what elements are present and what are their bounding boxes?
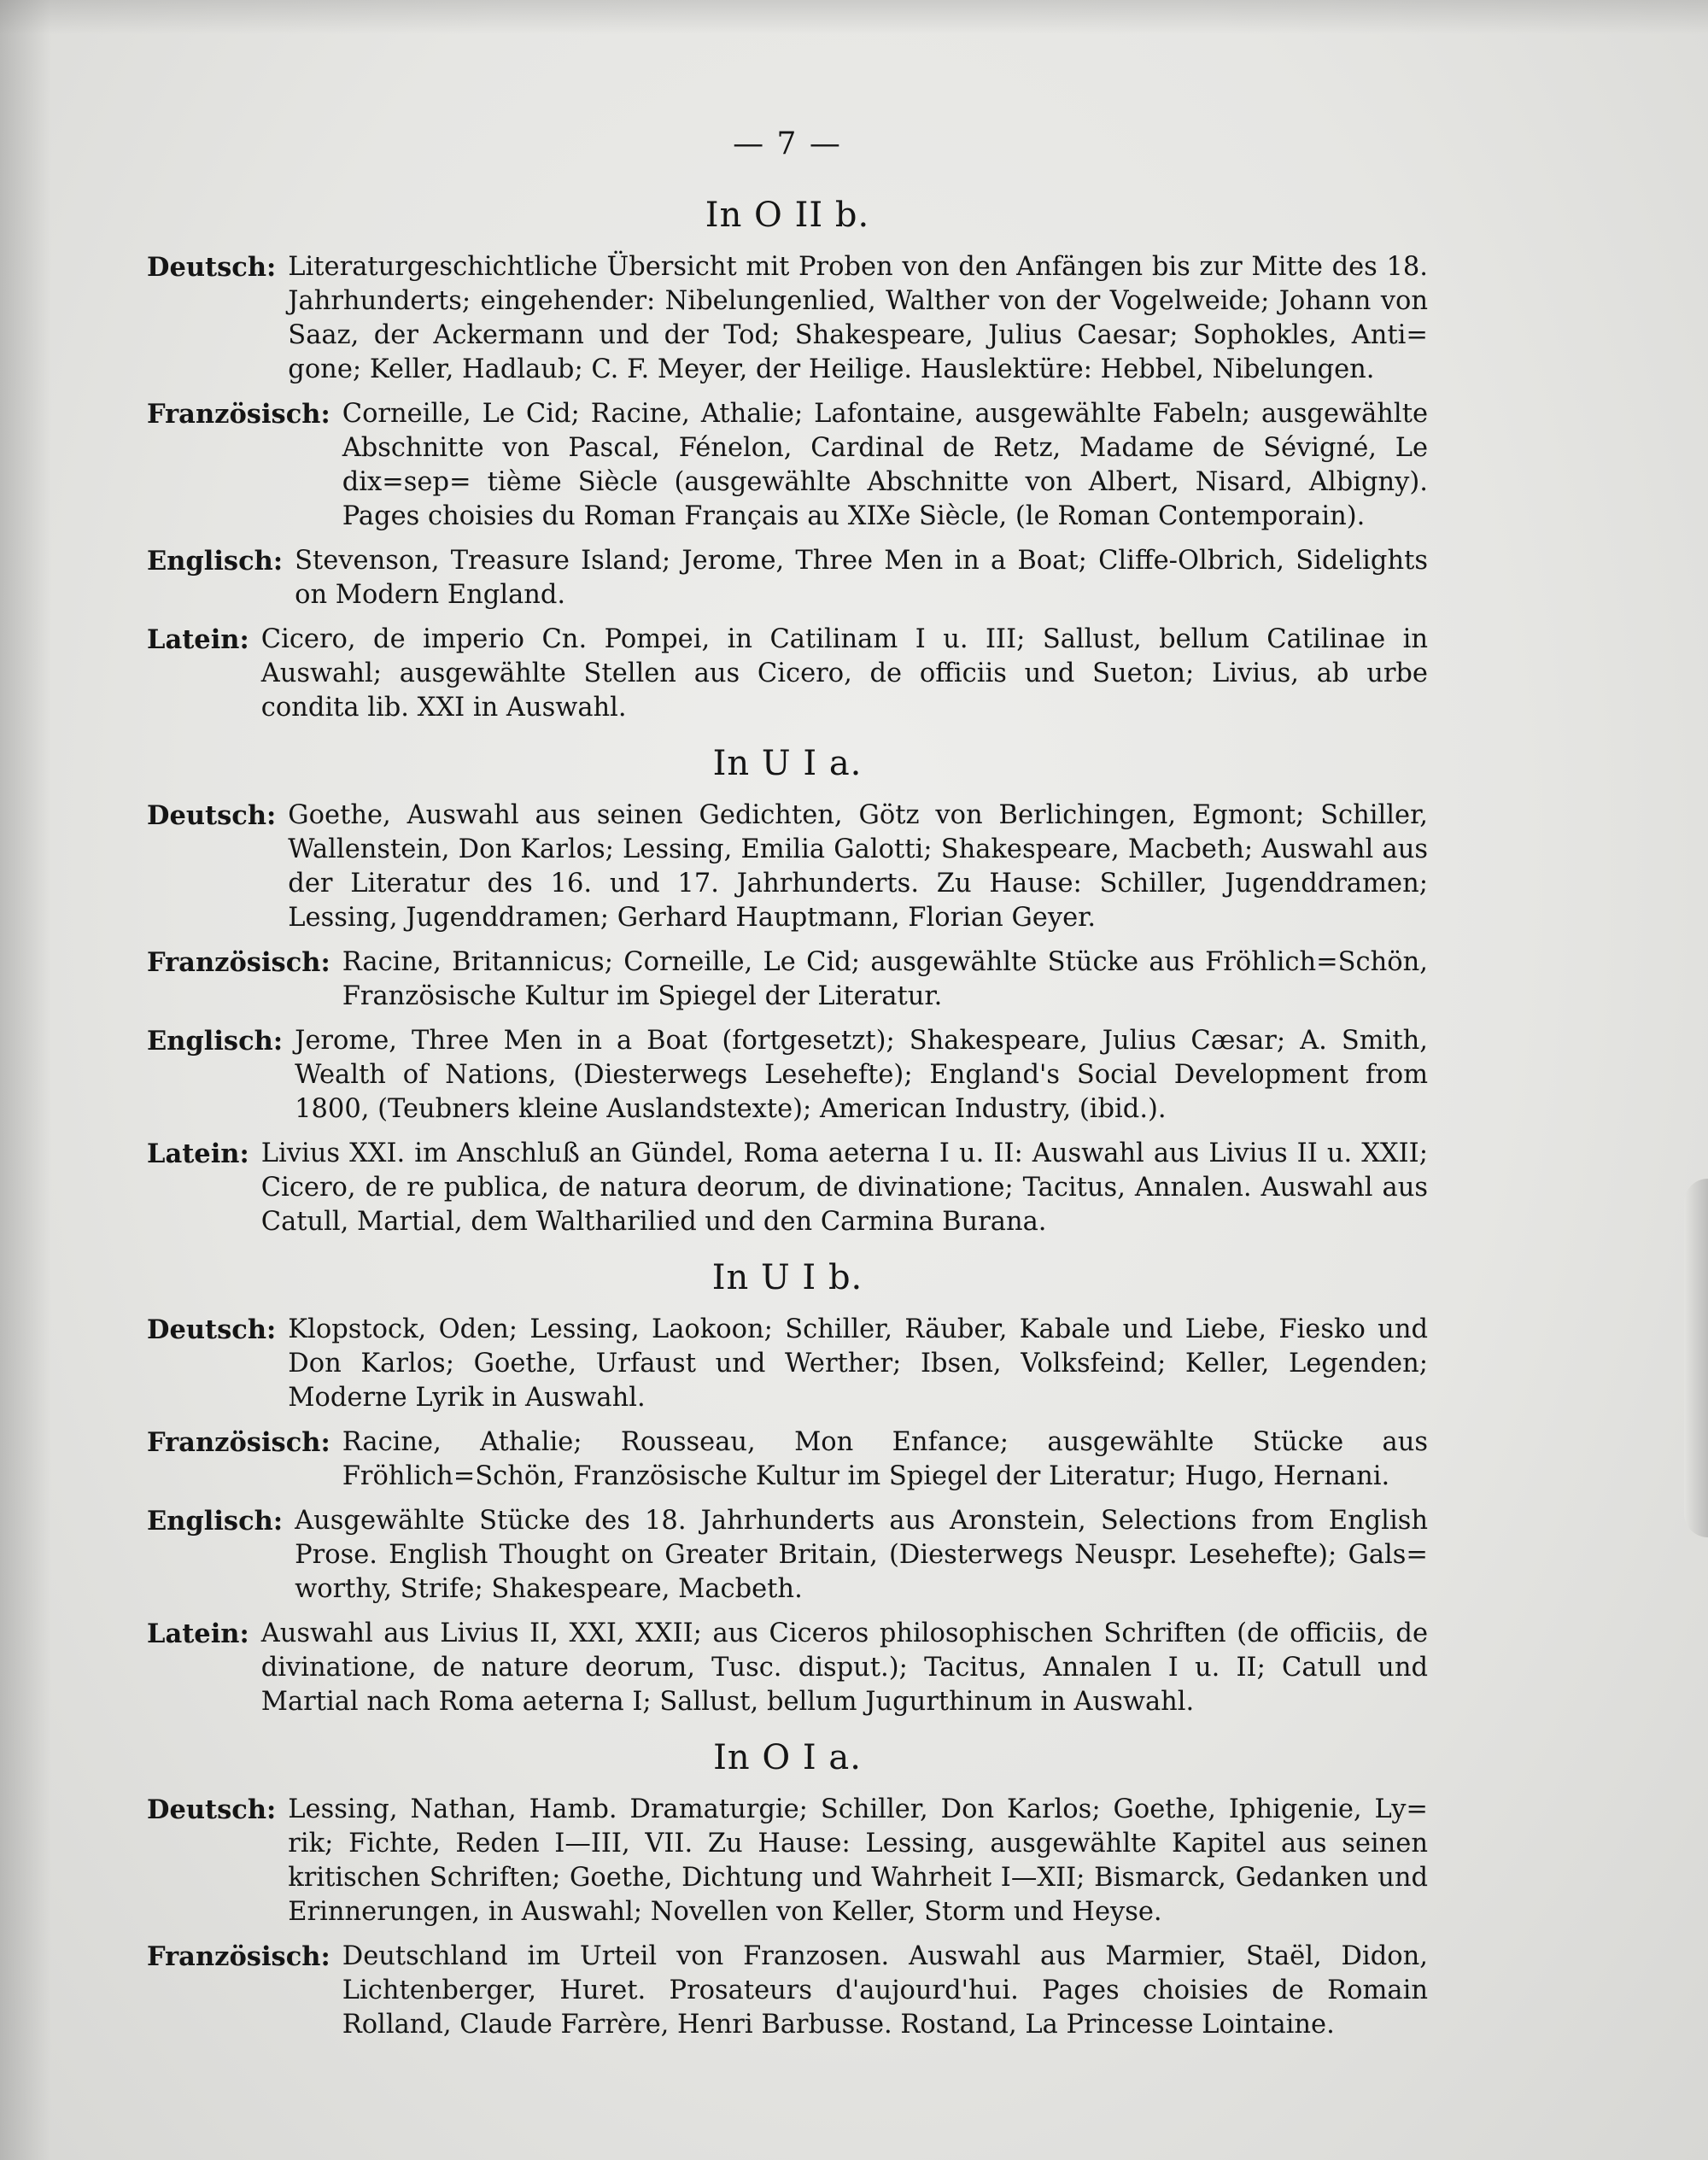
entry-deutsch — [147, 1793, 1428, 1929]
entry-franzoesisch — [147, 1940, 1428, 2042]
entry-deutsch — [147, 250, 1428, 387]
subject-label: Französisch: — [147, 1427, 330, 1458]
subject-text: Corneille, Le Cid; Racine, Athalie; Lafontaine, ausgewählte Fabeln; ausgewählte Abschnitte von Pascal, Fénelon, Cardinal de Retz, Madame de Sévigné, Le dix=sep= tième Siècle (ausgewählte Abschnitte von Albert, Nisard, Albigny). Pages choisies du Roman Français au XIXe Siècle, (le Roman Contemporain). — [342, 399, 1428, 531]
entry-franzoesisch — [147, 945, 1428, 1014]
section-o-i-a — [147, 1738, 1428, 2042]
subject-text: Livius XXI. im Anschluß an Gündel, Roma aeterna I u. II: Auswahl aus Livius II u. XXII; Cicero, de re publica, de natura deorum, de divinatione; Tacitus, Annalen. Auswahl aus Catull, Martial, dem Waltharilied und den Carmina Burana. — [260, 1139, 1428, 1237]
page-curl — [1684, 1179, 1708, 1537]
subject-label: Englisch: — [147, 546, 284, 577]
section-title: In O I a. — [713, 1738, 862, 1777]
entry-englisch — [147, 1504, 1428, 1607]
entry-franzoesisch — [147, 397, 1428, 534]
subject-label: Deutsch: — [147, 252, 277, 283]
subject-text: Goethe, Auswahl aus seinen Gedichten, Götz von Berlichingen, Egmont; Schiller, Wallenstein, Don Karlos; Lessing, Emilia Galotti; Shakespeare, Macbeth; Auswahl aus der Literatur des 16. und 17. Jahrhunderts. Zu Hause: Schiller, Jugenddramen; Lessing, Jugenddramen; Gerhard Hauptmann, Florian Geyer. — [288, 800, 1428, 933]
section-title: In O II b. — [705, 196, 870, 235]
entry-latein — [147, 623, 1428, 725]
subject-label: Englisch: — [147, 1506, 284, 1537]
subject-text: Literaturgeschichtliche Übersicht mit Proben von den Anfängen bis zur Mitte des 18. Jahrhunderts; eingehender: Nibelungenlied, Walther von der Vogelweide; Johann von Saaz, der Ackermann und der Tod; Shakespeare, Julius Caesar; Sophokles, Anti= gone; Keller, Hadlaub; C. F. Meyer, der Heilige. Hauslektüre: Hebbel, Nibelungen. — [288, 252, 1428, 384]
subject-label: Deutsch: — [147, 800, 277, 831]
entry-englisch — [147, 1024, 1428, 1127]
section-o-ii-b — [147, 196, 1428, 725]
page-number: — 7 — — [733, 126, 842, 161]
subject-text: Ausgewählte Stücke des 18. Jahrhunderts aus Aronstein, Selections from English Prose. English Thought on Greater Britain, (Diesterwegs Neuspr. Lesehefte); Gals= worthy, Strife; Shakespeare, Macbeth. — [295, 1506, 1428, 1604]
subject-label: Englisch: — [147, 1026, 284, 1057]
page-edge-shadow — [0, 0, 51, 2160]
subject-label: Französisch: — [147, 947, 330, 978]
subject-text: Klopstock, Oden; Lessing, Laokoon; Schiller, Räuber, Kabale und Liebe, Fiesko und Don Karlos; Goethe, Urfaust und Werther; Ibsen, Volksfeind; Keller, Legenden; Moderne Lyrik in Auswahl. — [288, 1314, 1428, 1413]
section-u-i-a — [147, 744, 1428, 1239]
subject-label: Deutsch: — [147, 1314, 277, 1345]
subject-text: Racine, Athalie; Rousseau, Mon Enfance; ausgewählte Stücke aus Fröhlich=Schön, Französische Kultur im Spiegel der Literatur; Hugo, Hernani. — [342, 1427, 1428, 1491]
subject-text: Deutschland im Urteil von Franzosen. Auswahl aus Marmier, Staël, Didon, Lichtenberger, Huret. Prosateurs d'aujourd'hui. Pages choisies de Romain Rolland, Claude Farrère, Henri Barbusse. Rostand, La Princesse Lointaine. — [342, 1941, 1428, 2040]
page-top-shadow — [0, 0, 1708, 34]
subject-text: Jerome, Three Men in a Boat (fortgesetzt); Shakespeare, Julius Cæsar; A. Smith, Wealth of Nations, (Diesterwegs Lesehefte); England's Social Development from 1800, (Teubners kleine Auslandstexte); American Industry, (ibid.). — [295, 1026, 1428, 1124]
entry-franzoesisch — [147, 1425, 1428, 1494]
subject-label: Deutsch: — [147, 1794, 277, 1825]
subject-text: Stevenson, Treasure Island; Jerome, Three Men in a Boat; Cliffe-Olbrich, Sidelights on Modern England. — [295, 546, 1428, 610]
section-title: In U I b. — [711, 1258, 863, 1297]
page-content — [147, 126, 1428, 2061]
entry-latein — [147, 1137, 1428, 1239]
subject-text: Racine, Britannicus; Corneille, Le Cid; ausgewählte Stücke aus Fröhlich=Schön, Französische Kultur im Spiegel der Literatur. — [342, 947, 1428, 1011]
entry-englisch — [147, 544, 1428, 612]
entry-latein — [147, 1617, 1428, 1719]
subject-label: Latein: — [147, 624, 249, 655]
subject-text: Cicero, de imperio Cn. Pompei, in Catilinam I u. III; Sallust, bellum Catilinae in Auswahl; ausgewählte Stellen aus Cicero, de officiis und Sueton; Livius, ab urbe condita lib. XXI in Auswahl. — [260, 624, 1428, 723]
subject-text: Lessing, Nathan, Hamb. Dramaturgie; Schiller, Don Karlos; Goethe, Iphigenie, Ly= rik; Fichte, Reden I—III, VII. Zu Hause: Lessing, ausgewählte Kapitel aus seinen kritischen Schriften; Goethe, Dichtung und Wahrheit I—XII; Bismarck, Gedanken und Erinnerungen, in Auswahl; Novellen von Keller, Storm und Heyse. — [288, 1794, 1428, 1927]
subject-label: Latein: — [147, 1139, 249, 1169]
entry-deutsch — [147, 799, 1428, 935]
subject-label: Französisch: — [147, 399, 330, 430]
subject-text: Auswahl aus Livius II, XXI, XXII; aus Ciceros philosophischen Schriften (de officiis, de divinatione, de nature deorum, Tusc. disput.); Tacitus, Annalen I u. II; Catull und Martial nach Roma aeterna I; Sallust, bellum Jugurthinum in Auswahl. — [260, 1619, 1428, 1717]
subject-label: Latein: — [147, 1619, 249, 1649]
section-u-i-b — [147, 1258, 1428, 1719]
section-title: In U I a. — [712, 744, 863, 783]
subject-label: Französisch: — [147, 1941, 330, 1972]
entry-deutsch — [147, 1313, 1428, 1415]
